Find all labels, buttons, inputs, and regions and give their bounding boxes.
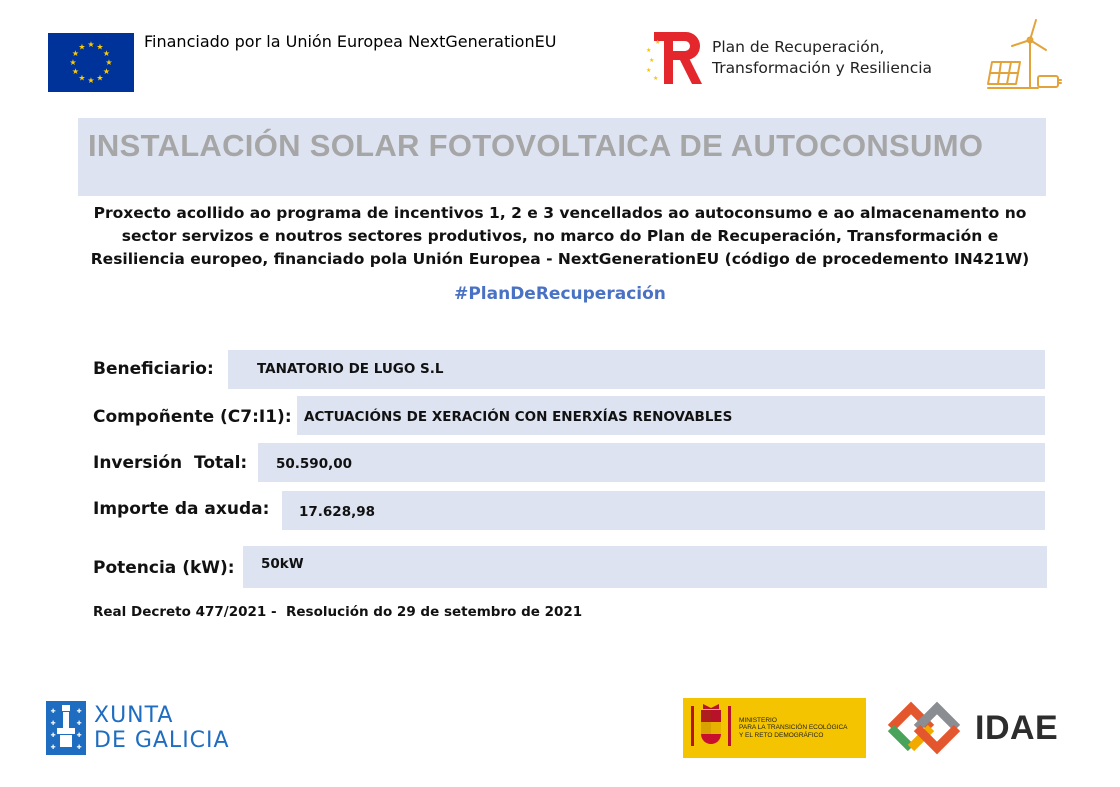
page-title: INSTALACIÓN SOLAR FOTOVOLTAICA DE AUTOCONSUMO xyxy=(88,128,984,163)
svg-text:✚: ✚ xyxy=(50,720,56,727)
xunta-line-1: XUNTA xyxy=(94,703,174,728)
idae-logo xyxy=(881,698,1058,758)
svg-text:✚: ✚ xyxy=(50,744,56,751)
svg-text:★: ★ xyxy=(102,67,111,76)
field-value-componente: ACTUACIÓNS DE XERACIÓN CON ENERXÍAS RENOVABLES xyxy=(304,409,733,425)
plan-line-1: Plan de Recuperación, xyxy=(712,38,885,56)
eu-line-1: Financiado por xyxy=(144,32,262,51)
ministerio-line-2: PARA LA TRANSICIÓN ECOLÓGICA xyxy=(739,724,848,732)
svg-text:★: ★ xyxy=(646,47,652,54)
description-line-2: sector servizos e noutros sectores produtivos, no marco do Plan de Recuperación, Transformación e xyxy=(121,227,999,245)
field-label-beneficiario: Beneficiario: xyxy=(93,359,214,379)
eu-flag-icon xyxy=(48,33,134,92)
tr-mark-icon xyxy=(644,30,706,86)
eu-line-3: NextGenerationEU xyxy=(408,32,557,51)
idae-knot-icon xyxy=(881,698,967,758)
svg-text:★: ★ xyxy=(87,76,95,85)
ministerio-line-3: Y EL RETO DEMOGRÁFICO xyxy=(739,731,824,739)
svg-text:★: ★ xyxy=(653,75,659,82)
xunta-galicia-logo xyxy=(46,701,230,755)
svg-text:★: ★ xyxy=(78,42,86,52)
field-box-importe-axuda xyxy=(282,491,1045,530)
field-value-beneficiario: TANATORIO DE LUGO S.L xyxy=(257,361,444,377)
eu-funding-logo xyxy=(48,33,556,92)
svg-text:✚: ✚ xyxy=(50,708,56,715)
title-band xyxy=(78,118,1046,196)
field-box-potencia xyxy=(243,546,1047,588)
field-label-potencia: Potencia (kW): xyxy=(93,558,235,578)
svg-text:✚: ✚ xyxy=(76,708,82,715)
description-line-3: Resiliencia europeo, financiado pola Unión Europea - NextGenerationEU (código de procedemento IN421W) xyxy=(90,250,1030,268)
svg-text:★: ★ xyxy=(87,40,95,49)
eu-line-2: la Unión Europea xyxy=(266,32,403,51)
svg-text:★: ★ xyxy=(71,67,80,76)
svg-text:★: ★ xyxy=(102,49,111,58)
svg-text:✚: ✚ xyxy=(76,744,82,751)
svg-text:★: ★ xyxy=(69,58,77,67)
svg-text:★: ★ xyxy=(649,57,655,64)
plan-recuperacion-text xyxy=(712,37,932,79)
svg-text:✚: ✚ xyxy=(76,720,82,727)
project-description xyxy=(80,202,1040,271)
ministerio-text xyxy=(739,717,848,740)
field-box-inversion-total xyxy=(258,443,1045,482)
field-label-componente: Compoñente (C7:I1): xyxy=(93,407,292,427)
plan-line-2: Transformación y Resiliencia xyxy=(712,59,933,77)
wind-solar-icon xyxy=(986,18,1064,98)
field-label-importe-axuda: Importe da axuda: xyxy=(93,499,270,519)
decree-reference: Real Decreto 477/2021 - Resolución do 29 de setembro de 2021 xyxy=(93,604,583,620)
field-value-potencia: 50kW xyxy=(261,556,304,572)
svg-text:✚: ✚ xyxy=(50,732,56,739)
svg-text:★: ★ xyxy=(71,49,80,58)
ministerio-line-1: MINISTERIO xyxy=(739,716,777,724)
description-line-1: Proxecto acollido ao programa de incentivos 1, 2 e 3 vencellados ao autoconsumo e ao almacenamento no xyxy=(93,204,1027,222)
svg-text:★: ★ xyxy=(655,39,661,46)
field-value-inversion-total: 50.590,00 xyxy=(276,456,353,472)
xunta-line-2: DE GALICIA xyxy=(94,728,230,753)
svg-text:★: ★ xyxy=(105,58,113,67)
field-label-inversion-total: Inversión Total: xyxy=(93,453,248,473)
field-value-importe-axuda: 17.628,98 xyxy=(299,504,376,520)
svg-text:★: ★ xyxy=(96,42,104,52)
ministerio-logo xyxy=(683,698,866,758)
hashtag: #PlanDeRecuperación xyxy=(454,284,666,304)
spain-coat-of-arms-icon xyxy=(689,702,733,754)
svg-text:✚: ✚ xyxy=(76,732,82,739)
eu-funding-text xyxy=(144,32,556,51)
xunta-text xyxy=(94,703,230,753)
svg-text:★: ★ xyxy=(646,67,652,74)
idae-text: IDAE xyxy=(975,708,1059,747)
svg-text:★: ★ xyxy=(96,73,104,83)
xunta-shield-icon xyxy=(46,701,86,755)
svg-text:★: ★ xyxy=(78,73,86,83)
plan-recuperacion-logo xyxy=(644,30,932,86)
